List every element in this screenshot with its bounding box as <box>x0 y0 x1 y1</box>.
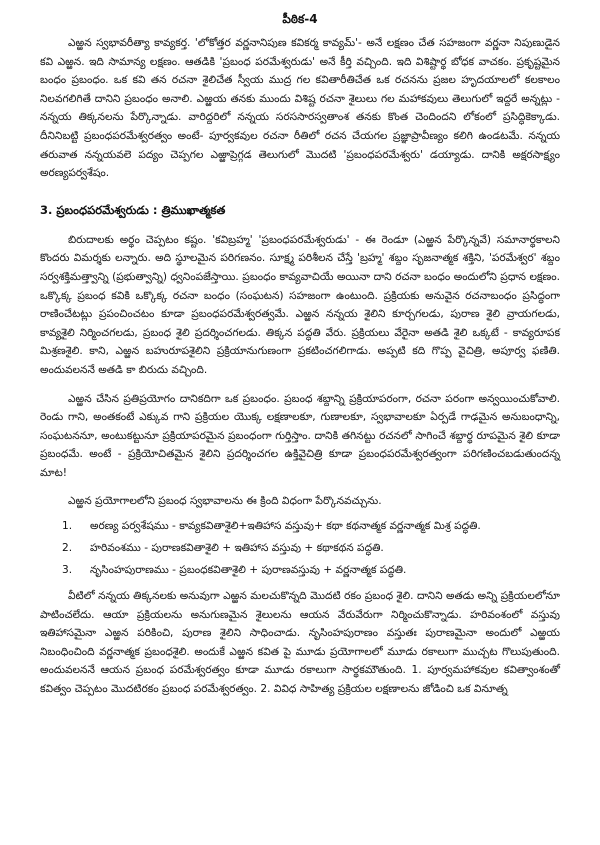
spacer <box>40 380 560 390</box>
list-text: అరణ్య పర్వశేషము - కావ్యకవితాశైలి+ఇతిహాస వస్తువు+ కథా కథనాత్మక వర్ణనాత్మక మిశ్ర పద్ధతి. <box>90 520 481 533</box>
page-header: పీఠిక-4 <box>282 12 318 26</box>
list-item <box>40 559 560 581</box>
list-intro-paragraph: ఎఱ్ఱన ప్రయోగాలలోని ప్రబంధ స్వభావాలను ఈ క్రింది విధంగా పేర్కొనవచ్చును. <box>68 495 382 508</box>
list-item <box>40 537 560 559</box>
works-list <box>40 515 560 581</box>
spacer <box>40 221 560 231</box>
body-paragraph: బిరుదాలకు అర్థం చెప్పటం కష్టం. 'కవిబ్రహ్మ' 'ప్రబంధపరమేశ్వరుడు' - ఈ రెండూ (ఎఱ్ఱన పేర్కొన్నవే) సమానార్థకాలని కొందరు విమర్శకు లన్నారు. అది స్థూలమైన పరిగణనం. సూక్ష్మ పరిశీలన చేస్తే 'బ్రహ్మ' శబ్దం సృజనాత్మక శక్తిని, 'పరమేశ్వర' శబ్దం సర్వశక్తిమత్త్వాన్ని (ప్రభుత్వాన్ని) ధ్వనింపజేస్తాయి. ప్రబంధం కావ్యవాచియే అయినా దాని రచనా బంధం అందులోని ప్రధాన లక్షణం. ఒక్కొక్క ప్రబంధ కవికి ఒక్కొక్క రచనా బంధం (సంఘటన) సహజంగా ఉంటుంది. ప్రక్రియకు అనువైన రచనాబంధం ప్రసిద్ధంగా రాణించేటట్లు ప్రపంచించటం కూడా ప్రబంధపరమేశ్వరత్వమే. ఎఱ్ఱన నన్నయ శైలిని కూర్చగలడు, పురాణ శైలి వ్రాయగలడు, కావ్యశైలి నిర్మించగలడు, ప్రబంధ శైలి ప్రదర్శించగలడు. తిక్కన పద్ధతి వేరు. ప్రక్రియలు వేరైనా అతడి శైలి ఒక్కటే - కావ్యరూపక మిశ్రణశైలి. కాని, ఎఱ్ఱన బహురూపశైలిని ప్రక్రియానుగుణంగా ప్రకటించగలిగాడు. అప్పటి కది గొప్ప వైచిత్రి, అపూర్వ ఫణితి. అందువలననే అతడి కా బిరుదు వచ్చింది. <box>40 233 560 376</box>
spacer <box>40 482 560 492</box>
list-item <box>40 515 560 537</box>
body-paragraph: ఎఱ్ఱన చేసిన ప్రతిప్రయోగం దానికదిగా ఒక ప్రబంధం. ప్రబంధ శబ్దాన్ని ప్రక్రియాపరంగా, రచనా పరంగా అన్వయించుకోవాలి. రెండు గాని, అంతకంటే ఎక్కువ గాని ప్రక్రియల యొక్క లక్షణాలకూ, గుణాలకూ, స్వభావాలకూ ఏర్పడే గాఢమైన అనుబంధాన్ని, సంఘటననూ, అంటుకట్టునూ ప్రక్రియాపరమైన ప్రబంధంగా గుర్తిస్తాం. దానికి తగినట్టు రచనలో సాగించే శబ్దార్థ రూపమైన శైలి కూడా ప్రబంధమే. అంటే - ప్రక్రియోచితమైన శైలిని ప్రదర్శించగల ఉక్తివైచిత్రి కూడా ప్రబంధపరమేశ్వరత్వంగా పరిగణించబడుతుందన్న మాట! <box>40 392 560 479</box>
closing-paragraph: వీటిలో నన్నయ తిక్కనలకు అనువుగా ఎఱ్ఱన మలచుకొన్నది మొదటి రకం ప్రబంధ శైలి. దానిని అతడు అన్ని ప్రక్రియలలోనూ పాటించలేదు. ఆయా ప్రక్రియలను అనుగుణమైన శైలులను ఆయన వేరువేరుగా నిర్మించుకొన్నాడు. హరివంశంలో వస్తువు ఇతిహాసమైనా ఎఱ్ఱన పరికించి, పురాణ శైలిని సాధించాడు. నృసింహపురాణం వస్తుతః పురాణమైనా అందులో ఎఱ్ఱయ నిబంధించింది వర్ణనాత్మక ప్రబంధశైలి. అందుకే ఎఱ్ఱన కవిత పై మూడు ప్రయోగాలలో మూడు రకాలుగా ముచ్చట గొలుపుతుంది. అందువలననే ఆయన ప్రబంధ పరమేశ్వరత్వం కూడా మూడు రకాలుగా సార్థకమౌతుంది. 1. పూర్వమహాకవుల కవిత్వాంశంతో కవిత్వం చెప్పటం మొదటిరకం ప్రబంధ పరమేశ్వరత్వం. 2. వివిధ సాహిత్య ప్రక్రియల లక్షణాలను జోడించి ఒక వినూత్న <box>40 590 560 696</box>
intro-paragraph: ఎఱ్ఱన స్వభావరీత్యా కావ్యకర్త. 'లోకోత్తర వర్ణనానిపుణ కవికర్మ కావ్యమ్'- అనే లక్షణం చేత సహజంగా వర్ణనా నిపుణుడైన కవి ఎఱ్ఱన. ఇది సామాన్య లక్షణం. ఆతడికి 'ప్రబంధ పరమేశ్వరుడు' అనే కీర్తి వచ్చింది. ఇది విశిష్టార్థ బోధక వాచకం. ప్రకృష్టమైన బంధం ప్రబంధం. ఒక కవి తన రచనా శైలిచేత స్వీయ ముద్ర గల కవితారీతిచేత ఒక రచనను ప్రజల హృదయాలలో కలకాలం నిలవగలిగితే దానిని ప్రబంధం అనాలి. ఎఱ్ఱయ తనకు ముందు విశిష్ట రచనా శైలులు గల మహాకవులు తెలుగులో ఇద్దరే అన్నట్లు - నన్నయ తిక్కనలను పేర్కొన్నాడు. వారిద్దరిలో నన్నయ సరససారస్వతాంశ తనకు కొంత చెందిందని లోకంలో ప్రసిద్ధికెక్కాడు. దీనినిబట్టి ప్రబంధపరమేశ్వరత్వం అంటే- పూర్వకవుల రచనా రీతిలో రచన చేయగల ప్రజ్ఞాప్రావీణ్యం కలిగి ఉండటమే. నన్నయ తరువాత నన్నయవలె పద్యం చెప్పగల ఎఱ్ఱాప్రెగ్గడ తెలుగులో మొదటి 'ప్రబంధపరమేశ్వరు' డయ్యాడు. దానికి అక్షరసాక్ష్యం అరణ్యపర్వశేషం. <box>40 37 560 180</box>
spacer <box>40 183 560 199</box>
list-number: 3. <box>62 564 73 577</box>
section-heading: 3. ప్రబంధపరమేశ్వరుడు : త్రిముఖాత్మకత <box>40 202 226 217</box>
list-number: 1. <box>62 520 73 533</box>
list-number: 2. <box>62 542 73 555</box>
list-text: నృసింహపురాణము - ప్రబంధకవితాశైలి + పురాణవస్తువు + వర్ణనాత్మక పద్ధతి. <box>90 564 407 577</box>
list-text: హరివంశము - పురాణకవితాశైలి + ఇతిహాస వస్తువు + కథాకథన పద్ధతి. <box>90 542 384 555</box>
